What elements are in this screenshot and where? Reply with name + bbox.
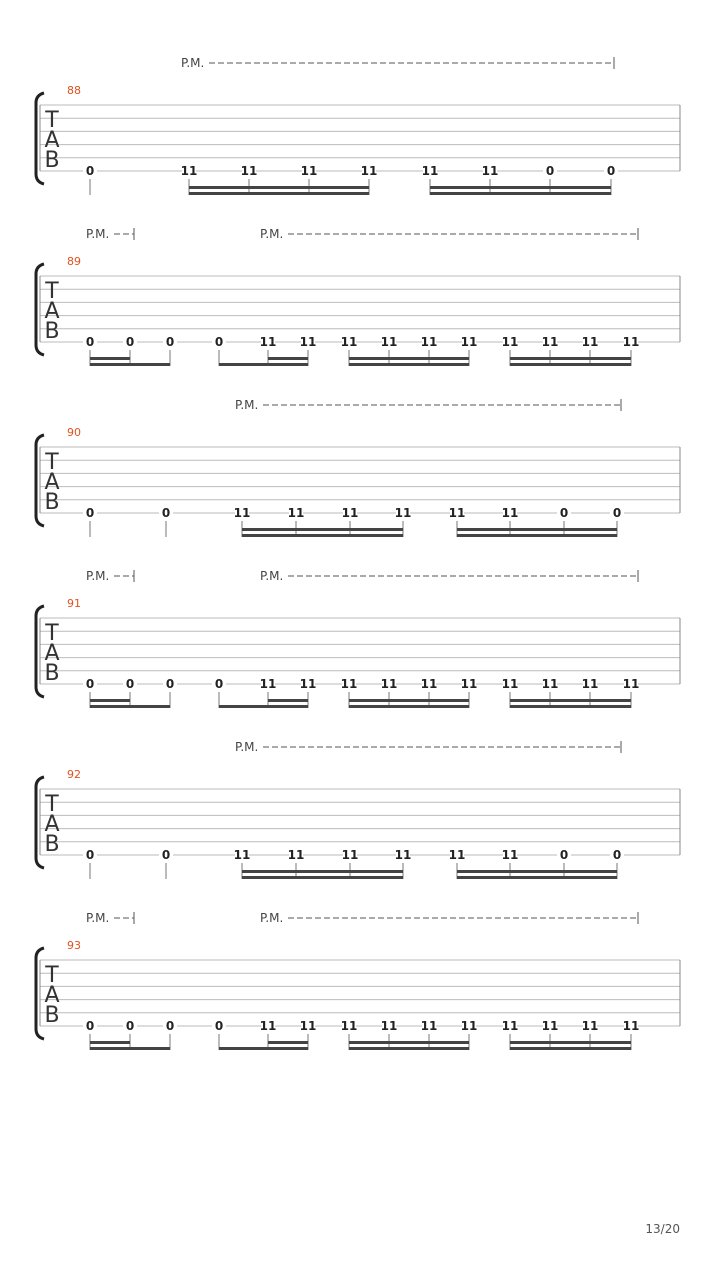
palm-mute-label: P.M. xyxy=(181,56,205,70)
beam-secondary xyxy=(90,357,130,360)
beam-lower xyxy=(189,192,369,195)
beam-upper xyxy=(510,699,631,702)
fret-number: 0 xyxy=(612,506,622,520)
tab-clef-letter-t: T xyxy=(45,450,59,475)
beam-lower xyxy=(430,192,611,195)
fret-number: 11 xyxy=(541,335,559,349)
tab-clef-letter-b: B xyxy=(44,661,60,686)
measure-number: 92 xyxy=(67,768,81,781)
tab-clef-letter-a: A xyxy=(44,812,60,837)
page-number: 13/20 xyxy=(645,1222,680,1236)
fret-number: 0 xyxy=(125,335,135,349)
fret-number: 0 xyxy=(85,1019,95,1033)
beam-upper xyxy=(349,699,469,702)
fret-number: 11 xyxy=(360,164,378,178)
beam-secondary xyxy=(90,699,130,702)
palm-mute-label: P.M. xyxy=(86,911,110,925)
beam-upper xyxy=(430,186,611,189)
fret-number: 11 xyxy=(340,677,358,691)
fret-number: 11 xyxy=(460,335,478,349)
fret-number: 11 xyxy=(299,335,317,349)
tab-clef-letter-a: A xyxy=(44,641,60,666)
fret-number: 11 xyxy=(420,677,438,691)
tab-system-93 xyxy=(36,911,680,1050)
fret-number: 0 xyxy=(612,848,622,862)
fret-number: 0 xyxy=(606,164,616,178)
measure-number: 90 xyxy=(67,426,81,439)
tab-system-90 xyxy=(36,398,680,537)
fret-number: 0 xyxy=(545,164,555,178)
palm-mute-label: P.M. xyxy=(235,398,259,412)
fret-number: 11 xyxy=(380,335,398,349)
fret-number: 0 xyxy=(165,677,175,691)
beam-lower xyxy=(510,705,631,708)
beam-lower xyxy=(457,534,617,537)
fret-number: 0 xyxy=(165,1019,175,1033)
beam-main xyxy=(90,1047,170,1050)
fret-number: 11 xyxy=(341,506,359,520)
fret-number: 11 xyxy=(259,1019,277,1033)
fret-number: 11 xyxy=(448,506,466,520)
tab-clef-letter-t: T xyxy=(45,963,59,988)
fret-number: 11 xyxy=(581,1019,599,1033)
tab-clef-letter-a: A xyxy=(44,470,60,495)
fret-number: 0 xyxy=(214,1019,224,1033)
fret-number: 0 xyxy=(214,677,224,691)
fret-number: 11 xyxy=(340,335,358,349)
tab-clef-letter-t: T xyxy=(45,108,59,133)
tab-clef-letter-t: T xyxy=(45,621,59,646)
tab-clef-letter-a: A xyxy=(44,299,60,324)
beam-upper xyxy=(510,1041,631,1044)
palm-mute-label: P.M. xyxy=(86,569,110,583)
fret-number: 0 xyxy=(85,506,95,520)
beam-upper xyxy=(242,870,403,873)
fret-number: 11 xyxy=(341,848,359,862)
measure-number: 93 xyxy=(67,939,81,952)
fret-number: 0 xyxy=(125,1019,135,1033)
fret-number: 11 xyxy=(233,506,251,520)
fret-number: 11 xyxy=(259,335,277,349)
fret-number: 11 xyxy=(501,677,519,691)
beam-lower xyxy=(349,1047,469,1050)
palm-mute-label: P.M. xyxy=(260,911,284,925)
beam-lower xyxy=(510,1047,631,1050)
tab-clef-letter-b: B xyxy=(44,319,60,344)
fret-number: 11 xyxy=(541,1019,559,1033)
beam-secondary xyxy=(268,699,308,702)
fret-number: 11 xyxy=(460,1019,478,1033)
beam-lower xyxy=(349,363,469,366)
fret-number: 11 xyxy=(380,677,398,691)
beam-main xyxy=(219,705,308,708)
tab-system-89 xyxy=(36,227,680,366)
beam-upper xyxy=(457,870,617,873)
fret-number: 11 xyxy=(421,164,439,178)
tab-system-92 xyxy=(36,740,680,879)
fret-number: 11 xyxy=(481,164,499,178)
palm-mute-label: P.M. xyxy=(235,740,259,754)
tab-clef-letter-b: B xyxy=(44,832,60,857)
beam-main xyxy=(219,363,308,366)
fret-number: 11 xyxy=(299,677,317,691)
fret-number: 11 xyxy=(299,1019,317,1033)
tab-clef-letter-b: B xyxy=(44,490,60,515)
tab-system-91 xyxy=(36,569,680,708)
palm-mute-label: P.M. xyxy=(260,569,284,583)
measure-number: 88 xyxy=(67,84,81,97)
tab-clef-letter-t: T xyxy=(45,279,59,304)
fret-number: 11 xyxy=(622,335,640,349)
tab-clef-letter-a: A xyxy=(44,983,60,1008)
fret-number: 0 xyxy=(85,848,95,862)
beam-main xyxy=(90,363,170,366)
fret-number: 11 xyxy=(420,335,438,349)
beam-upper xyxy=(510,357,631,360)
beam-upper xyxy=(242,528,403,531)
fret-number: 11 xyxy=(501,848,519,862)
fret-number: 11 xyxy=(394,506,412,520)
fret-number: 11 xyxy=(380,1019,398,1033)
fret-number: 11 xyxy=(233,848,251,862)
fret-number: 0 xyxy=(165,335,175,349)
fret-number: 11 xyxy=(180,164,198,178)
fret-number: 11 xyxy=(300,164,318,178)
fret-number: 11 xyxy=(622,1019,640,1033)
beam-lower xyxy=(242,534,403,537)
tab-clef-letter-t: T xyxy=(45,792,59,817)
beam-main xyxy=(90,705,170,708)
fret-number: 0 xyxy=(161,848,171,862)
measure-number: 91 xyxy=(67,597,81,610)
fret-number: 0 xyxy=(559,848,569,862)
fret-number: 0 xyxy=(85,335,95,349)
fret-number: 0 xyxy=(125,677,135,691)
fret-number: 0 xyxy=(85,164,95,178)
tab-clef-letter-b: B xyxy=(44,1003,60,1028)
beam-secondary xyxy=(268,357,308,360)
beam-secondary xyxy=(90,1041,130,1044)
fret-number: 0 xyxy=(161,506,171,520)
beam-lower xyxy=(349,705,469,708)
fret-number: 11 xyxy=(581,335,599,349)
fret-number: 11 xyxy=(394,848,412,862)
tab-clef-letter-a: A xyxy=(44,128,60,153)
fret-number: 0 xyxy=(85,677,95,691)
fret-number: 0 xyxy=(214,335,224,349)
fret-number: 11 xyxy=(501,1019,519,1033)
tab-system-88 xyxy=(36,56,680,195)
fret-number: 11 xyxy=(501,335,519,349)
palm-mute-label: P.M. xyxy=(260,227,284,241)
beam-lower xyxy=(510,363,631,366)
beam-upper xyxy=(189,186,369,189)
fret-number: 11 xyxy=(501,506,519,520)
fret-number: 11 xyxy=(259,677,277,691)
fret-number: 11 xyxy=(287,506,305,520)
palm-mute-label: P.M. xyxy=(86,227,110,241)
fret-number: 11 xyxy=(287,848,305,862)
beam-lower xyxy=(242,876,403,879)
beam-main xyxy=(219,1047,308,1050)
measure-number: 89 xyxy=(67,255,81,268)
beam-upper xyxy=(349,357,469,360)
beam-lower xyxy=(457,876,617,879)
beam-upper xyxy=(457,528,617,531)
fret-number: 11 xyxy=(581,677,599,691)
fret-number: 11 xyxy=(622,677,640,691)
fret-number: 0 xyxy=(559,506,569,520)
fret-number: 11 xyxy=(340,1019,358,1033)
fret-number: 11 xyxy=(541,677,559,691)
fret-number: 11 xyxy=(448,848,466,862)
fret-number: 11 xyxy=(460,677,478,691)
beam-upper xyxy=(349,1041,469,1044)
fret-number: 11 xyxy=(240,164,258,178)
tab-clef-letter-b: B xyxy=(44,148,60,173)
beam-secondary xyxy=(268,1041,308,1044)
fret-number: 11 xyxy=(420,1019,438,1033)
